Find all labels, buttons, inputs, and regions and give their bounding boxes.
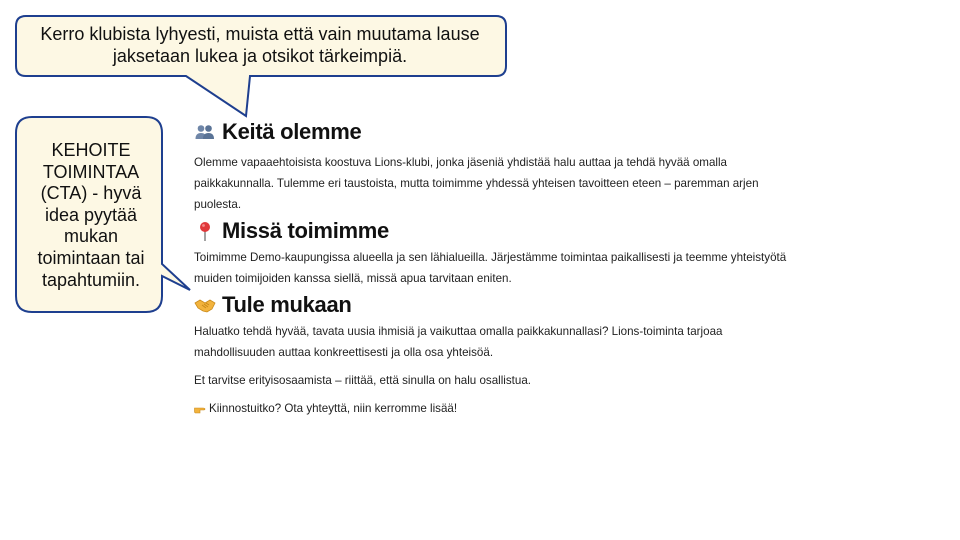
section-text: Toimimme Demo-kaupungissa alueella ja sen lähialueilla. Järjestämme toimintaa paikallisesti ja teemme yhteistyötä muiden toimijoiden kanssa siellä, missä apua tarvitaan eniten. [194, 251, 787, 285]
section-text: Olemme vapaaehtoisista koostuva Lions-klubi, jonka jäseniä yhdistää halu auttaa ja tehdä hyvää omalla paikkakunnalla. Tulemme eri taustoista, mutta toimimme yhdessä yhteisen tavoitteen eteen – paremman arjen puolesta. [194, 156, 759, 211]
page-content [194, 118, 794, 419]
people-icon [194, 121, 216, 143]
section-heading-keita-olemme [194, 118, 794, 146]
cta-line [194, 398, 794, 419]
section-text-secondary: Et tarvitse erityisosaamista – riittää, että sinulla on halu osallistua. [194, 374, 532, 387]
section-heading-tule-mukaan [194, 291, 794, 319]
section-title: Keitä olemme [222, 119, 362, 144]
callout-left-text: KEHOITE TOIMINTAA (CTA) - hyvä idea pyytää mukan toimintaan tai tapahtumiin. [37, 140, 145, 290]
handshake-icon [194, 294, 216, 316]
cta-text: Kiinnostuitko? Ota yhteyttä, niin kerromme lisää! [209, 402, 458, 415]
section-heading-missa-toimimme [194, 217, 794, 245]
pointing-hand-icon [194, 404, 206, 414]
callout-top-text: Kerro klubista lyhyesti, muista että vain muutama lause jaksetaan lukea ja otsikot tärkeimpiä. [40, 24, 480, 66]
section-title: Tule mukaan [222, 292, 352, 317]
location-pin-icon [194, 220, 216, 242]
section-title: Missä toimimme [222, 218, 389, 243]
section-text: Haluatko tehdä hyvää, tavata uusia ihmisiä ja vaikuttaa omalla paikkakunnallasi? Lions-toiminta tarjoaa mahdollisuuden auttaa konkreettisesti ja olla osa yhteisöä. [194, 325, 723, 359]
